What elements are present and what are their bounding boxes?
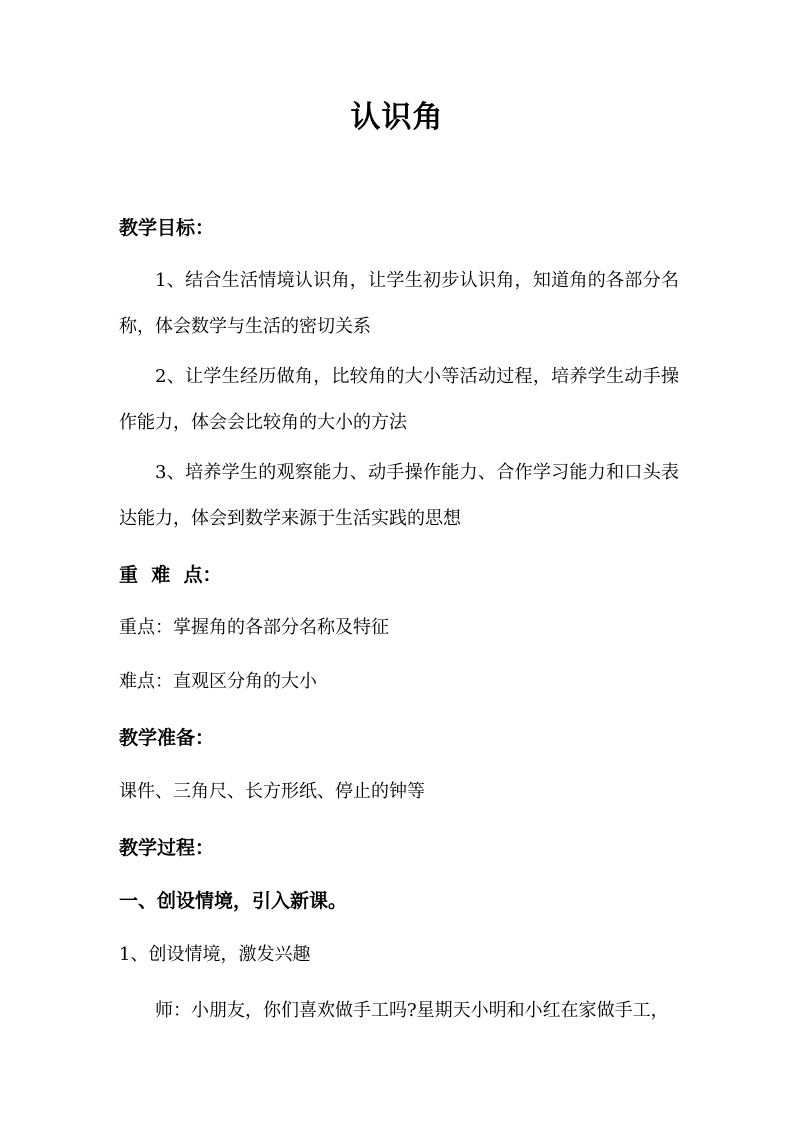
teacher-dialogue-line: 师：小朋友，你们喜欢做手工吗?星期天小明和小红在家做手工，: [155, 1000, 669, 1021]
key-point-text: 重点：掌握角的各部分名称及特征: [119, 617, 389, 638]
difficult-point-text: 难点：直观区分角的大小: [119, 671, 317, 692]
objective-item-3: 3、培养学生的观察能力、动手操作能力、合作学习能力和口头表达能力，体会到数学来源于生活实践的思想: [119, 462, 679, 529]
step-heading-1: 1、创设情境，激发兴趣: [119, 944, 311, 965]
objective-item-2: 2、让学生经历做角，比较角的大小等活动过程，培养学生动手操作能力，体会会比较角的大小的方法: [119, 366, 679, 433]
objective-item-1: 1、结合生活情境认识角，让学生初步认识角，知道角的各部分名称，体会数学与生活的密切关系: [119, 270, 679, 337]
preparation-text: 课件、三角尺、长方形纸、停止的钟等: [119, 781, 425, 802]
process-heading: 教学过程：: [119, 837, 215, 859]
objectives-heading: 教学目标：: [119, 217, 215, 239]
page-title: 认识角: [350, 100, 444, 135]
section-heading-1: 一、创设情境，引入新课。: [119, 890, 348, 912]
preparation-heading: 教学准备：: [119, 727, 215, 749]
key-points-heading: 重 难 点：: [119, 564, 222, 586]
